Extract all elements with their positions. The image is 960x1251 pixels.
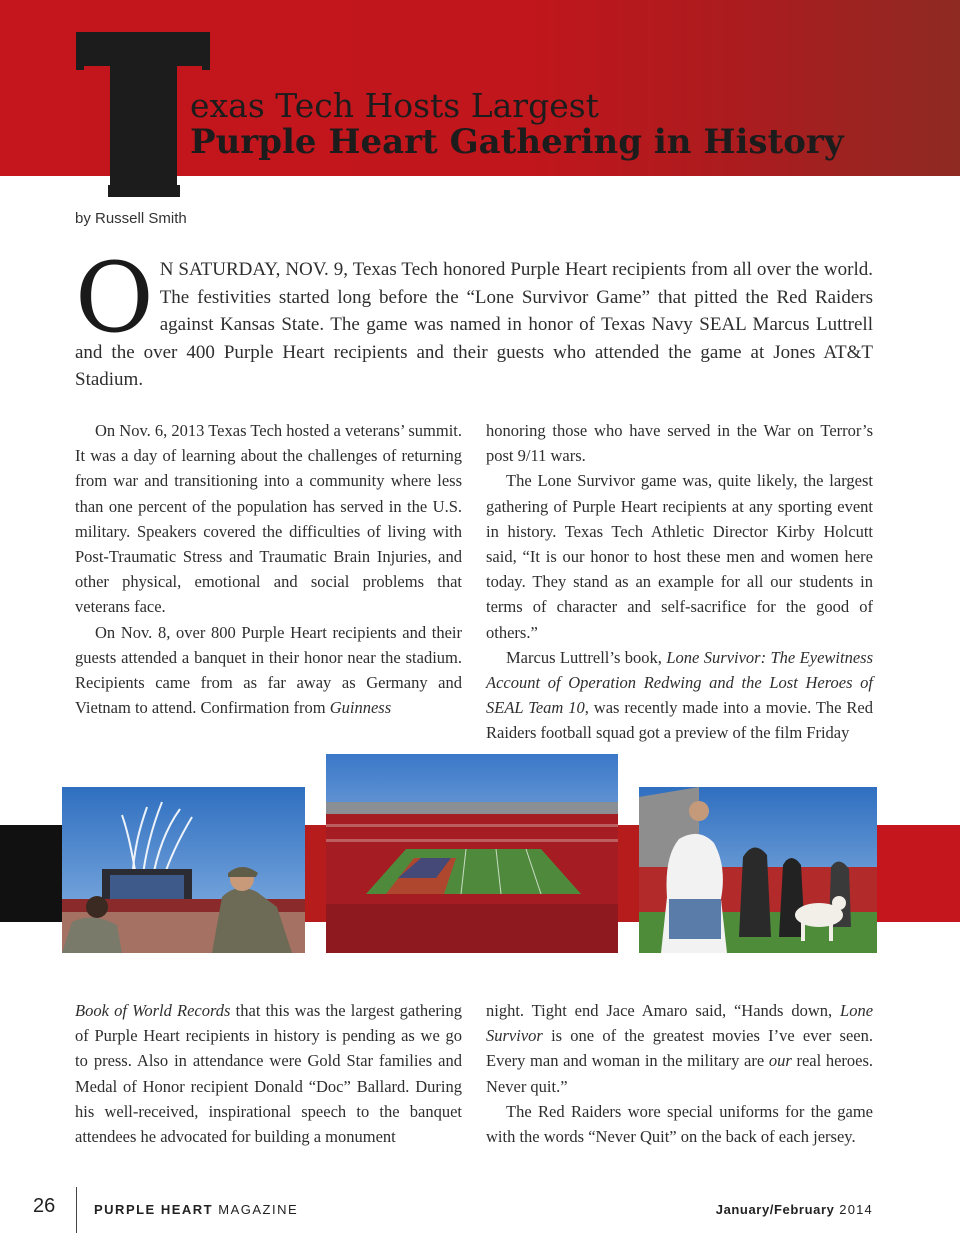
body-column-1 bbox=[75, 418, 462, 720]
paragraph: night. Tight end Jace Amaro said, “Hands down, Lone Survivor is one of the greatest movies I’ve ever seen. Every man and woman in the military are our real heroes. Never quit.” bbox=[486, 1001, 874, 1096]
paragraph: The Red Raiders wore special uniforms for the game with the words “Never Quit” on the back of each jersey. bbox=[486, 1101, 873, 1147]
lede-text: N SATURDAY, NOV. 9, Texas Tech honored Purple Heart recipients from all over the world. The festivities started long before the “Lone Survivor Game” that pitted the Red Raiders against Kansas State. The game was named in honor of Texas Navy SEAL Marcus Luttrell and the over 400 Purple Heart recipients and their guests who attended the game at Jones AT&T Stadium. bbox=[75, 259, 873, 390]
decorative-stripe bbox=[305, 825, 326, 922]
paragraph: On Nov. 8, over 800 Purple Heart recipients and their guests attended a banquet in their honor near the stadium. Recipients came from as far away as Germany and Vietnam to attend. Confirmation from Guinness bbox=[75, 622, 462, 718]
body-column-3 bbox=[75, 998, 462, 1149]
photo-stadium-aerial bbox=[326, 754, 618, 953]
magazine-name: PURPLE HEART MAGAZINE bbox=[94, 1202, 299, 1217]
paragraph: honoring those who have served in the War on Terror’s post 9/11 wars. bbox=[486, 421, 873, 466]
paragraph: Book of World Records that this was the largest gathering of Purple Heart recipients in history is pending as we go to press. Also in attendance were Gold Star families and Medal of Honor recipient Donald “Doc” Ballard. During his well-received, inspirational speech to the banquet attendees he advocated for building a monument bbox=[75, 1001, 462, 1147]
photo-fireworks-soldiers bbox=[62, 787, 305, 953]
issue-date: January/February 2014 bbox=[715, 1202, 873, 1217]
decorative-stripe bbox=[618, 825, 639, 922]
paragraph: On Nov. 6, 2013 Texas Tech hosted a veterans’ summit. It was a day of learning about the challenges of returning from war and transitioning into a community where less than one percent of the population has served in the U.S. military. Speakers covered the difficulties of living with Post-Traumatic Stress and Traumatic Brain Injuries, and other physical, emotional and social problems that veterans face. bbox=[75, 421, 462, 617]
article-title-line2: Purple Heart Gathering in History bbox=[190, 122, 844, 162]
footer-divider bbox=[76, 1187, 77, 1233]
decorative-stripe bbox=[877, 825, 960, 922]
lede-paragraph bbox=[75, 242, 873, 394]
drop-cap-o: O bbox=[75, 242, 154, 354]
photo-veterans-walking bbox=[639, 787, 877, 953]
body-column-2 bbox=[486, 418, 873, 746]
page-number: 26 bbox=[33, 1195, 56, 1217]
paragraph: Marcus Luttrell’s book, Lone Survivor: The Eyewitness Account of Operation Redwing and the Lost Heroes of SEAL Team 10, was recently made into a movie. The Red Raiders football squad got a preview of the film Friday bbox=[486, 647, 873, 743]
paragraph: The Lone Survivor game was, quite likely, the largest gathering of Purple Heart recipients at any sporting event in history. Texas Tech Athletic Director Kirby Holcutt said, “It is our honor to host these men and women here today. They stand as an example for all our students in terms of character and self-sacrifice for the good of others.” bbox=[486, 471, 873, 642]
decorative-stripe bbox=[0, 825, 62, 922]
article-title-line1: exas Tech Hosts Largest bbox=[190, 86, 599, 125]
body-column-4 bbox=[486, 998, 873, 1149]
byline: by Russell Smith bbox=[75, 210, 187, 227]
